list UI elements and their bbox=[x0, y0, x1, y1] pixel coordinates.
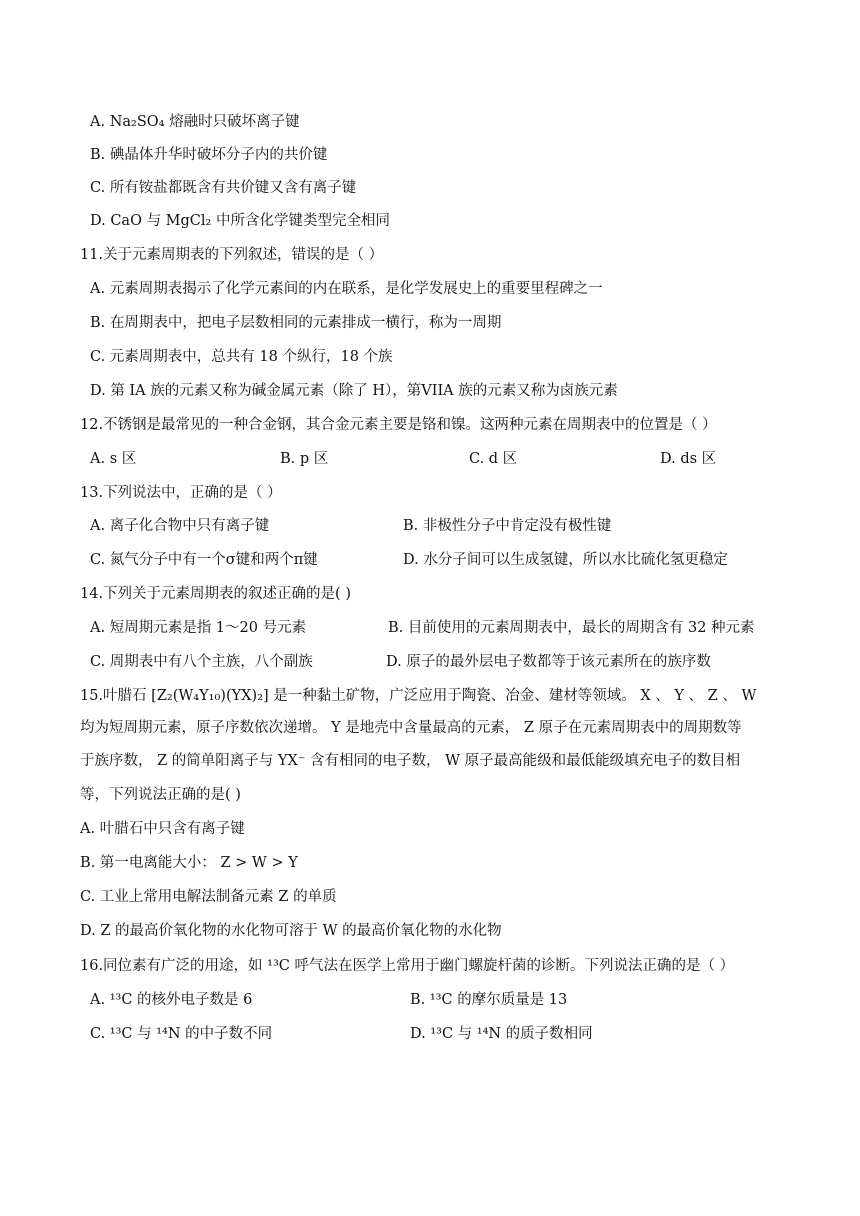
q11-option-a: A. 元素周期表揭示了化学元素间的内在联系，是化学发展史上的重要里程碑之一 bbox=[90, 281, 603, 297]
q10-option-b: B. 碘晶体升华时破坏分子内的共价键 bbox=[90, 147, 328, 163]
q10-option-a: A. Na₂SO₄ 熔融时只破坏离子键 bbox=[90, 114, 300, 130]
q12-option-a: A. s 区 bbox=[90, 451, 137, 467]
q14-option-c: C. 周期表中有八个主族，八个副族 bbox=[90, 654, 313, 670]
q11-option-c: C. 元素周期表中，总共有 18 个纵行，18 个族 bbox=[90, 349, 393, 365]
q12-stem: 12.不锈钢是最常见的一种合金钢，其合金元素主要是铬和镍。这两种元素在周期表中的位置是（ ） bbox=[80, 417, 717, 433]
q15-option-a: A. 叶腊石中只含有离子键 bbox=[80, 821, 245, 837]
q16-option-d: D. ¹³C 与 ¹⁴N 的质子数相同 bbox=[410, 1026, 593, 1042]
q13-option-c: C. 氮气分子中有一个σ键和两个π键 bbox=[90, 552, 318, 568]
q16-option-a: A. ¹³C 的核外电子数是 6 bbox=[90, 992, 253, 1008]
q11-stem: 11.关于元素周期表的下列叙述，错误的是（ ） bbox=[80, 247, 384, 263]
q13-option-a: A. 离子化合物中只有离子键 bbox=[90, 518, 270, 534]
q16-option-c: C. ¹³C 与 ¹⁴N 的中子数不同 bbox=[90, 1026, 273, 1042]
q15-stem-line1: 15.叶腊石 [Z₂(W₄Y₁₀)(YX)₂] 是一种黏土矿物，广泛应用于陶瓷、冶金、建材等领域。 X 、 Y 、 Z 、 W bbox=[80, 688, 757, 704]
q13-option-d: D. 水分子间可以生成氢键，所以水比硫化氢更稳定 bbox=[403, 552, 728, 568]
q14-option-b: B. 目前使用的元素周期表中，最长的周期含有 32 种元素 bbox=[388, 620, 755, 636]
q12-option-b: B. p 区 bbox=[280, 451, 329, 467]
q12-option-d: D. ds 区 bbox=[660, 451, 717, 467]
q11-option-d: D. 第 IA 族的元素又称为碱金属元素（除了 H），第VIIA 族的元素又称为卤族元素 bbox=[90, 383, 618, 399]
q14-option-a: A. 短周期元素是指 1～20 号元素 bbox=[90, 620, 307, 636]
q13-option-b: B. 非极性分子中肯定没有极性键 bbox=[403, 518, 612, 534]
q15-stem-line4: 等，下列说法正确的是( ) bbox=[80, 787, 241, 803]
q13-stem: 13.下列说法中，正确的是（ ） bbox=[80, 485, 282, 501]
q16-option-b: B. ¹³C 的摩尔质量是 13 bbox=[410, 992, 568, 1008]
q15-stem-line2: 均为短周期元素，原子序数依次递增。 Y 是地壳中含量最高的元素， Z 原子在元素周期表中的周期数等 bbox=[80, 720, 742, 736]
q14-option-d: D. 原子的最外层电子数都等于该元素所在的族序数 bbox=[386, 654, 711, 670]
q14-stem: 14.下列关于元素周期表的叙述正确的是( ) bbox=[80, 586, 351, 602]
q10-option-d: D. CaO 与 MgCl₂ 中所含化学键类型完全相同 bbox=[90, 213, 390, 229]
q12-option-c: C. d 区 bbox=[469, 451, 518, 467]
q15-option-d: D. Z 的最高价氧化物的水化物可溶于 W 的最高价氧化物的水化物 bbox=[80, 923, 502, 939]
q15-stem-line3: 于族序数， Z 的简单阳离子与 YX⁻ 含有相同的电子数， W 原子最高能级和最低能级填充电子的数目相 bbox=[80, 753, 741, 769]
q10-option-c: C. 所有铵盐都既含有共价键又含有离子键 bbox=[90, 180, 357, 196]
q11-option-b: B. 在周期表中，把电子层数相同的元素排成一横行，称为一周期 bbox=[90, 315, 502, 331]
q15-option-b: B. 第一电离能大小： Z > W > Y bbox=[80, 855, 298, 871]
q16-stem: 16.同位素有广泛的用途，如 ¹³C 呼气法在医学上常用于幽门螺旋杆菌的诊断。下列说法正确的是（ ） bbox=[80, 958, 735, 974]
q15-option-c: C. 工业上常用电解法制备元素 Z 的单质 bbox=[80, 889, 337, 905]
